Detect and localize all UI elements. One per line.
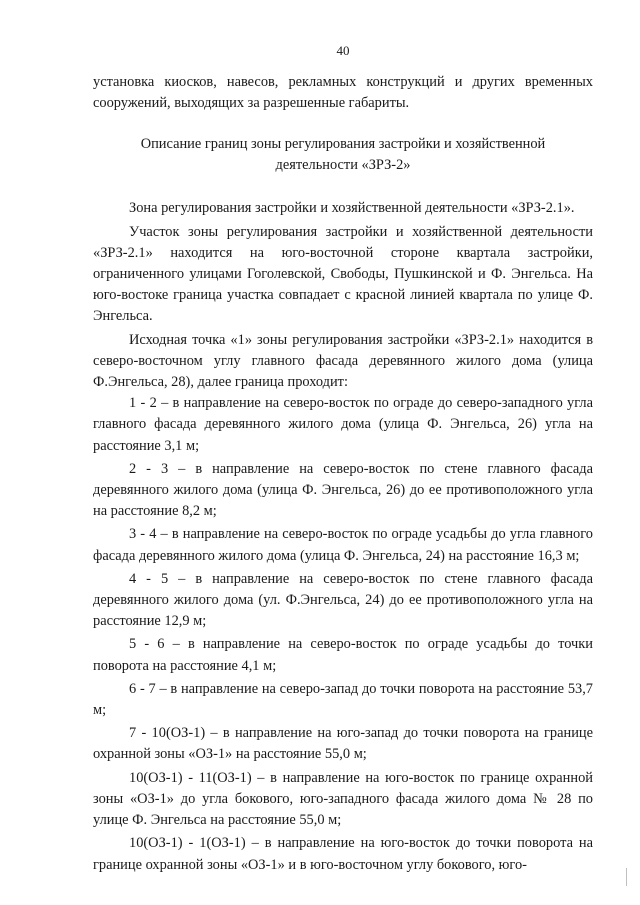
- paragraph-segment-3-4: 3 - 4 – в направление на северо-восток по ограде усадьбы до угла главного фасада деревянного жилого дома (улица Ф. Энгельса, 24) на расстояние 16,3 м;: [93, 526, 593, 564]
- document-body: [93, 72, 593, 876]
- paragraph-zone-location: Участок зоны регулирования застройки и хозяйственной деятельности «ЗРЗ-2.1» находится на юго-восточной стороне квартала застройки, ограниченного улицами Гоголевской, Свободы, Пушкинской и Ф. Энгельса. На юго-востоке граница участка совпадает с красной линией квартала по улице Ф. Энгельса.: [93, 223, 593, 325]
- intro-paragraph: установка киосков, навесов, рекламных конструкций и других временных сооружений, выходящих за разрешенные габариты.: [93, 74, 593, 112]
- section-heading-line-2: деятельности «ЗРЗ-2»: [275, 157, 411, 174]
- section-heading: [93, 134, 593, 176]
- page-number: 40: [336, 43, 350, 58]
- paragraph-segment-6-7: 6 - 7 – в направление на северо-запад до точки поворота на расстояние 53,7 м;: [93, 680, 593, 719]
- scan-edge-mark: [626, 868, 630, 886]
- paragraph-segment-2-3: 2 - 3 – в направление на северо-восток по стене главного фасада деревянного жилого дома (улица Ф. Энгельса, 26) до ее противоположного угла на расстояние 8,2 м;: [93, 460, 593, 520]
- paragraph-segment-10-1: 10(ОЗ-1) - 1(ОЗ-1) – в направление на юго-восток до точки поворота на границе охранной зоны «ОЗ-1» и в юго-восточном углу бокового, юго-: [93, 835, 593, 873]
- paragraph-segment-4-5: 4 - 5 – в направление на северо-восток по стене главного фасада деревянного жилого дома (ул. Ф.Энгельса, 24) до ее противоположного угла на расстояние 12,9 м;: [93, 570, 593, 630]
- paragraph-segment-1-2: 1 - 2 – в направление на северо-восток по ограде до северо-западного угла главного фасада деревянного жилого дома (улица Ф. Энгельса, 26) угла на расстояние 3,1 м;: [93, 395, 593, 454]
- section-heading-line-1: Описание границ зоны регулирования застройки и хозяйственной: [140, 136, 546, 153]
- paragraph-segment-10-11: 10(ОЗ-1) - 11(ОЗ-1) – в направление на юго-восток по границе охранной зоны «ОЗ-1» до угла бокового, юго-западного фасада жилого дома № 28 по улице Ф. Энгельса на расстояние 55,0 м;: [93, 769, 593, 829]
- paragraph-segment-7-10: 7 - 10(ОЗ-1) – в направление на юго-запад до точки поворота на границе охранной зоны «ОЗ-1» на расстояние 55,0 м;: [93, 725, 593, 763]
- paragraph-zone-title: Зона регулирования застройки и хозяйственной деятельности «ЗРЗ-2.1».: [129, 200, 575, 217]
- paragraph-start-point: Исходная точка «1» зоны регулирования застройки «ЗРЗ-2.1» находится в северо-восточном углу главного фасада деревянного жилого дома (улица Ф.Энгельса, 28), далее граница проходит:: [93, 331, 593, 391]
- paragraph-segment-5-6: 5 - 6 – в направление на северо-восток по ограде усадьбы до точки поворота на расстояние 4,1 м;: [93, 636, 593, 674]
